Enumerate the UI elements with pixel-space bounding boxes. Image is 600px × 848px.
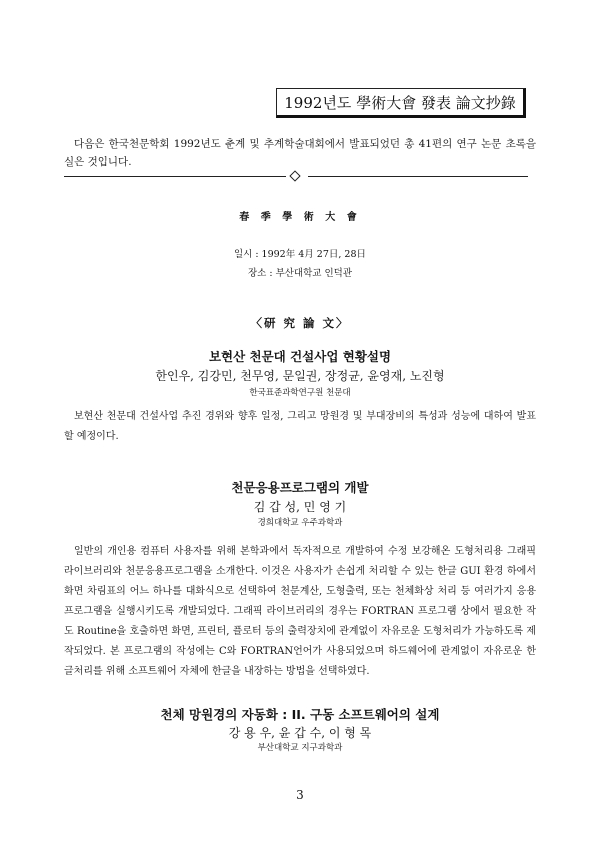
session-title: 春 季 學 術 大 會 xyxy=(239,212,361,223)
session-place: 장소 : 부산대학교 인덕관 xyxy=(247,268,353,279)
paper-title: 보현산 천문대 건설사업 현황설명 xyxy=(208,349,392,364)
paper-affiliation: 한국표준과학연구원 천문대 xyxy=(249,388,351,398)
paper-abstract: 보현산 천문대 건설사업 추진 경위와 향후 일정, 그리고 망원경 및 부대장비의 특성과 성능에 대하여 발표할 예정이다. xyxy=(64,411,536,442)
page-number: 3 xyxy=(296,788,304,802)
paper-affiliation: 경희대학교 우주과학과 xyxy=(257,518,343,528)
paper-authors: 한인우, 김강민, 천무영, 문일권, 장정균, 윤영재, 노진형 xyxy=(155,369,445,383)
diamond-icon xyxy=(289,170,300,181)
page-header-title: 1992년도 學術大會 發表 論文抄錄 xyxy=(276,88,526,118)
paper-authors: 강 용 우, 윤 갑 수, 이 형 목 xyxy=(228,726,372,740)
ornamental-divider xyxy=(64,170,528,182)
paper-affiliation: 부산대학교 지구과학과 xyxy=(257,743,343,753)
section-heading: 〈研 究 論 文〉 xyxy=(250,316,350,330)
divider-line-left xyxy=(64,176,286,177)
session-date: 일시 : 1992年 4月 27日, 28日 xyxy=(233,249,367,260)
paper-authors: 김 갑 성, 민 영 기 xyxy=(253,500,347,514)
divider-line-right xyxy=(308,176,528,177)
paper-title: 천체 망원경의 자동화 : II. 구동 소프트웨어의 설계 xyxy=(160,707,440,722)
intro-paragraph: 다음은 한국천문학회 1992년도 춘계 및 추계학술대회에서 발표되었던 총 41편의 연구 논문 초록을 실은 것입니다. xyxy=(64,138,536,168)
paper-title: 천문응용프로그램의 개발 xyxy=(231,480,369,495)
paper-abstract: 일반의 개인용 컴퓨터 사용자를 위해 본학과에서 독자적으로 개발하여 수정 보강해온 도형처리용 그래픽 라이브러리와 천문응용프로그램을 소개한다. 이것은 사용자가 손쉽게 처리할 수 있는 한글 GUI 환경 하에서 화면 차림표의 어느 하나를 대화식으로 선택하여 천문계산, 도형출력, 또는 천체화상 처리 등 여러가지 응용 프로그램을 실행시키도록 개발되었다. 그래픽 라이브러리의 경우는 FORTRAN 프로그램 상에서 필요한 작도 Routine을 호출하면 화면, 프린터, 플로터 등의 출력장치에 관계없이 자유로운 도형처리가 가능하도록 제작되었다. 본 프로그램의 작성에는 C와 FORTRAN언어가 사용되었으며 하드웨어에 관계없이 자유로운 한글처리를 위해 소프트웨어 자체에 한글을 내장하는 방법을 선택하였다. xyxy=(64,546,536,677)
